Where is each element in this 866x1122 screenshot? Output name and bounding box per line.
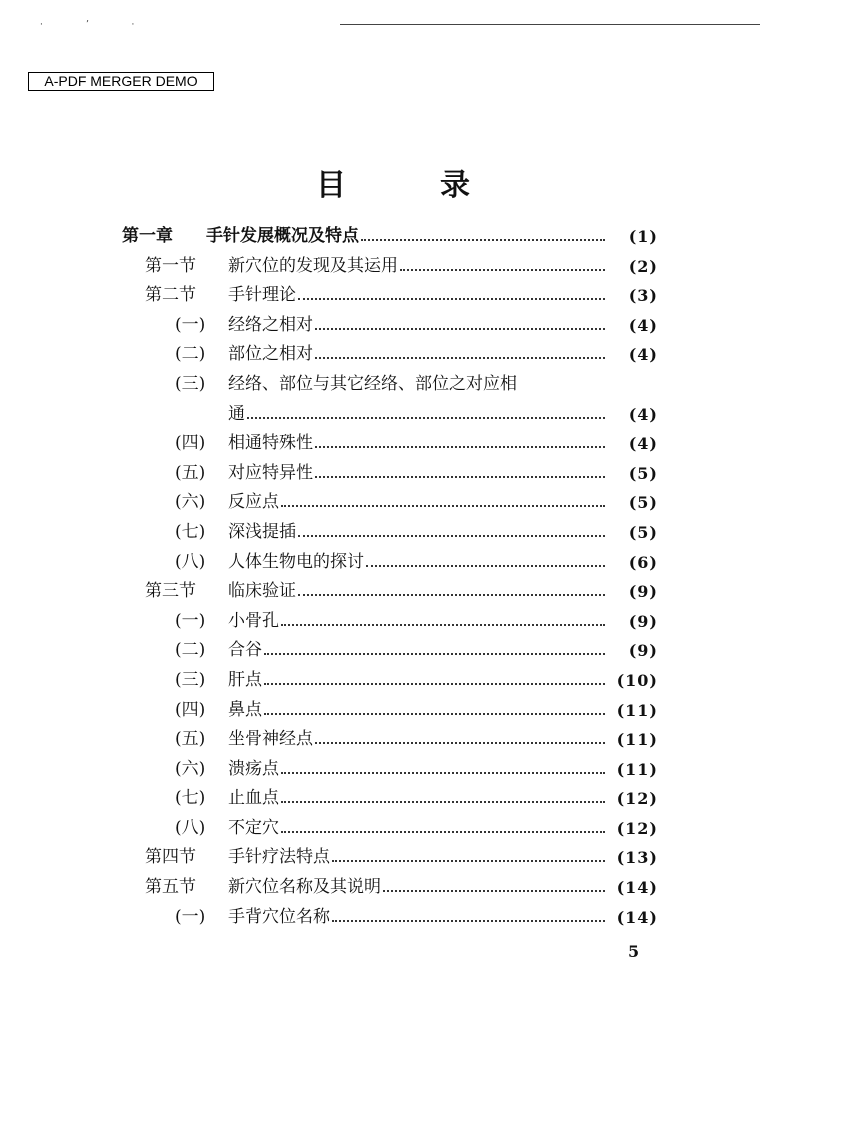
toc-entry-label: (三) [175,373,206,394]
toc-entry-title: 经络、部位与其它经络、部位之对应相 [228,373,517,394]
toc-entry[interactable] [0,222,866,252]
toc-entry[interactable] [0,340,866,370]
toc-entry[interactable] [0,873,866,903]
toc-entry-title: 临床验证 [228,581,296,602]
toc-entry-title-wrap [228,548,605,578]
toc-entry-page: (14) [616,878,658,898]
toc-entry-title: 手针理论 [228,285,296,306]
toc-entry-label: (二) [175,344,206,365]
dot-leader [264,696,605,715]
toc-entry-label: 第四节 [145,847,196,868]
dot-leader [315,459,605,478]
toc-entry-title-wrap [228,903,605,933]
toc-entry[interactable] [0,252,866,282]
toc-entry-label: (八) [175,817,206,838]
toc-entry-title: 小骨孔 [228,610,279,631]
title-char-2: 录 [440,168,470,203]
toc-entry[interactable] [0,281,866,311]
toc-entry-title-wrap [228,784,605,814]
toc-entry-label: (一) [175,314,206,335]
dot-leader [264,636,605,655]
toc-entry-title: 坐骨神经点 [228,729,313,750]
dot-leader [332,903,605,922]
dot-leader [400,252,605,271]
toc-entry[interactable] [0,696,866,726]
toc-entry[interactable] [0,666,866,696]
title-char-1: 目 [316,168,346,203]
toc-entry-page: (6) [628,552,658,572]
toc-entry-title: 新穴位的发现及其运用 [228,255,398,276]
toc-entry-page: (10) [616,670,658,690]
toc-entry-page: (13) [616,848,658,868]
toc-entry-title-wrap [228,755,605,785]
toc-entry-title: 溃疡点 [228,758,279,779]
toc-entry-label: (四) [175,699,206,720]
scan-edge-line [340,24,760,25]
toc-entry-label: (七) [175,521,206,542]
toc-entry-label: 第一章 [122,226,173,246]
toc-entry-page: (12) [616,789,658,809]
toc-entry-page: (4) [628,315,658,335]
toc-entry-title-wrap [228,843,605,873]
toc-entry-title: 肝点 [228,669,262,690]
scan-artifacts: · ʼ · [40,20,155,30]
toc-entry-label: (三) [175,669,206,690]
toc-entry-title-wrap [228,429,605,459]
toc-entry-label: (五) [175,729,206,750]
toc-entry[interactable] [0,459,866,489]
dot-leader [281,607,605,626]
toc-entry-page: (12) [616,818,658,838]
toc-entry-page: (4) [628,434,658,454]
toc-entry-title-wrap [228,281,605,311]
toc-entry-title: 深浅提插 [228,521,296,542]
toc-entry-title-wrap [228,696,605,726]
toc-entry-title-wrap [228,340,605,370]
toc-entry-label: 第二节 [145,285,196,306]
dot-leader [361,222,605,241]
toc-entry[interactable] [0,814,866,844]
dot-leader [315,340,605,359]
toc-entry-page: (5) [628,522,658,542]
toc-entry-title: 人体生物电的探讨 [228,551,364,572]
toc-entry-page: (5) [628,493,658,513]
toc-entry-title: 手背穴位名称 [228,906,330,927]
toc-entry-title-wrap [228,725,605,755]
toc-entry-page: (3) [628,286,658,306]
toc-entry[interactable] [0,548,866,578]
toc-entry-page: (9) [628,582,658,602]
dot-leader [264,666,605,685]
toc-entry-title: 手针发展概况及特点 [206,226,359,246]
toc-entry-label: (二) [175,640,206,661]
dot-leader [281,784,605,803]
dot-leader [332,843,605,862]
toc-entry[interactable] [0,636,866,666]
dot-leader [315,311,605,330]
toc-entry-title-wrap [228,814,605,844]
toc-entry-title: 止血点 [228,788,279,809]
toc-entry[interactable] [0,518,866,548]
toc-entry-page: (5) [628,463,658,483]
toc-entry-title: 不定穴 [228,817,279,838]
dot-leader [298,518,605,537]
toc-entry-page: (11) [616,759,658,779]
toc-entry-title: 鼻点 [228,699,262,720]
dot-leader [281,814,605,833]
toc-entry[interactable] [0,400,866,430]
toc-entry[interactable] [0,784,866,814]
toc-entry[interactable] [0,311,866,341]
dot-leader [315,429,605,448]
toc-entry-title-wrap [228,488,605,518]
toc-entry-page: (9) [628,641,658,661]
toc-entry-page: (11) [616,730,658,750]
dot-leader [383,873,605,892]
toc-entry-label: (一) [175,906,206,927]
dot-leader [281,488,605,507]
toc-entry-title-wrap [228,370,605,400]
toc-entry-label: (六) [175,758,206,779]
dot-leader [298,577,605,596]
toc-entry-title: 经络之相对 [228,314,313,335]
toc-entry-label: (四) [175,433,206,454]
toc-entry-label: (七) [175,788,206,809]
dot-leader [315,725,605,744]
toc-entry-title-wrap [228,577,605,607]
toc-entry-title-wrap [228,518,605,548]
toc-entry[interactable] [0,370,866,400]
toc-entry-page: (11) [616,700,658,720]
table-of-contents [0,222,866,932]
page-number: 5 [628,942,640,961]
toc-entry-page: (2) [628,256,658,276]
toc-entry[interactable] [0,903,866,933]
toc-entry-page: (1) [628,227,658,246]
toc-entry-page: (9) [628,611,658,631]
toc-entry-title: 合谷 [228,640,262,661]
dot-leader [366,548,605,567]
toc-entry-label: 第三节 [145,581,196,602]
toc-entry[interactable] [0,843,866,873]
toc-entry-title: 相通特殊性 [228,433,313,454]
dot-leader [298,281,605,300]
toc-entry-title-wrap [228,607,605,637]
toc-entry-page: (4) [628,404,658,424]
toc-entry-label: (八) [175,551,206,572]
dot-leader [281,755,605,774]
toc-entry-title-wrap [228,873,605,903]
toc-entry-title: 部位之相对 [228,344,313,365]
toc-entry-page: (4) [628,345,658,365]
toc-entry-title: 通 [228,403,245,424]
toc-entry-label: (五) [175,462,206,483]
toc-entry-title: 对应特异性 [228,462,313,483]
toc-entry[interactable] [0,429,866,459]
toc-entry-title-wrap [206,222,605,252]
toc-entry-title-wrap [228,459,605,489]
toc-entry[interactable] [0,725,866,755]
toc-entry-title-wrap [228,252,605,282]
toc-entry[interactable] [0,755,866,785]
watermark-stamp: A-PDF MERGER DEMO [28,72,214,91]
toc-entry-label: (一) [175,610,206,631]
toc-entry-label: (六) [175,492,206,513]
toc-entry-title: 反应点 [228,492,279,513]
toc-entry-title-wrap [228,666,605,696]
toc-entry-title: 手针疗法特点 [228,847,330,868]
toc-entry-label: 第五节 [145,877,196,898]
toc-entry-label: 第一节 [145,255,196,276]
toc-entry-page: (14) [616,907,658,927]
toc-entry-title-wrap [228,636,605,666]
toc-entry-title: 新穴位名称及其说明 [228,877,381,898]
toc-entry[interactable] [0,577,866,607]
toc-entry-title-wrap [228,311,605,341]
toc-entry[interactable] [0,607,866,637]
toc-entry-title-wrap [228,400,605,430]
dot-leader [247,400,605,419]
toc-entry[interactable] [0,488,866,518]
